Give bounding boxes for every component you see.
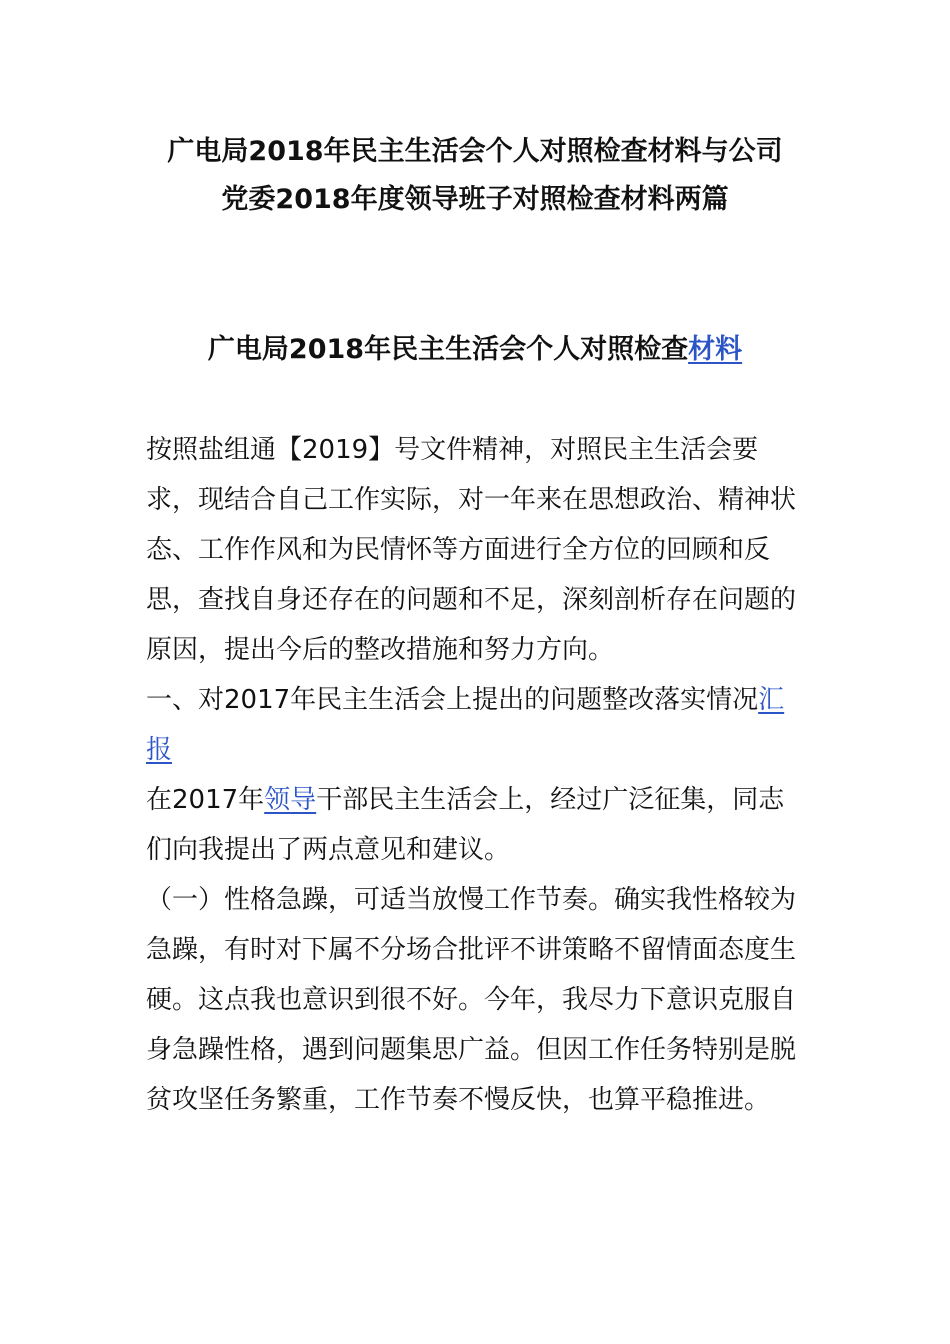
section-heading-1 <box>146 675 810 775</box>
document-title-line-1: 广电局2018年民主生活会个人对照检查材料与公司 <box>167 136 783 167</box>
report-link[interactable]: 汇报 <box>146 685 785 765</box>
leader-link[interactable]: 领导 <box>264 785 317 815</box>
document-body <box>146 425 810 1125</box>
document-title-line-2: 党委2018年度领导班子对照检查材料两篇 <box>221 184 729 215</box>
section-title-link[interactable]: 材料 <box>688 334 743 365</box>
intro-paragraph: 按照盐组通【2019】号文件精神，对照民主生活会要求，现结合自己工作实际，对一年来在思想政治、精神状态、工作作风和为民情怀等方面进行全方位的回顾和反思，查找自身还存在的问题和不足，深刻剖析存在问题的原因，提出今后的整改措施和努力方向。 <box>146 435 797 665</box>
paragraph-2-prefix: 在2017年 <box>146 785 265 815</box>
paragraph-3: （一）性格急躁，可适当放慢工作节奏。确实我性格较为急躁，有时对下属不分场合批评不讲策略不留情面态度生硬。这点我也意识到很不好。今年，我尽力下意识克服自身急躁性格，遇到问题集思广益。但因工作任务特别是脱贫攻坚任务繁重，工作节奏不慢反快，也算平稳推进。 <box>146 885 797 1115</box>
section-title <box>100 326 850 374</box>
section-heading-1-text: 一、对2017年民主生活会上提出的问题整改落实情况 <box>146 685 759 715</box>
paragraph-2-suffix: 干部民主生活会上，经过广泛征集，同志们向我提出了两点意见和建议。 <box>146 785 785 865</box>
paragraph-2 <box>146 775 810 875</box>
section-title-text: 广电局2018年民主生活会个人对照检查 <box>207 334 689 365</box>
